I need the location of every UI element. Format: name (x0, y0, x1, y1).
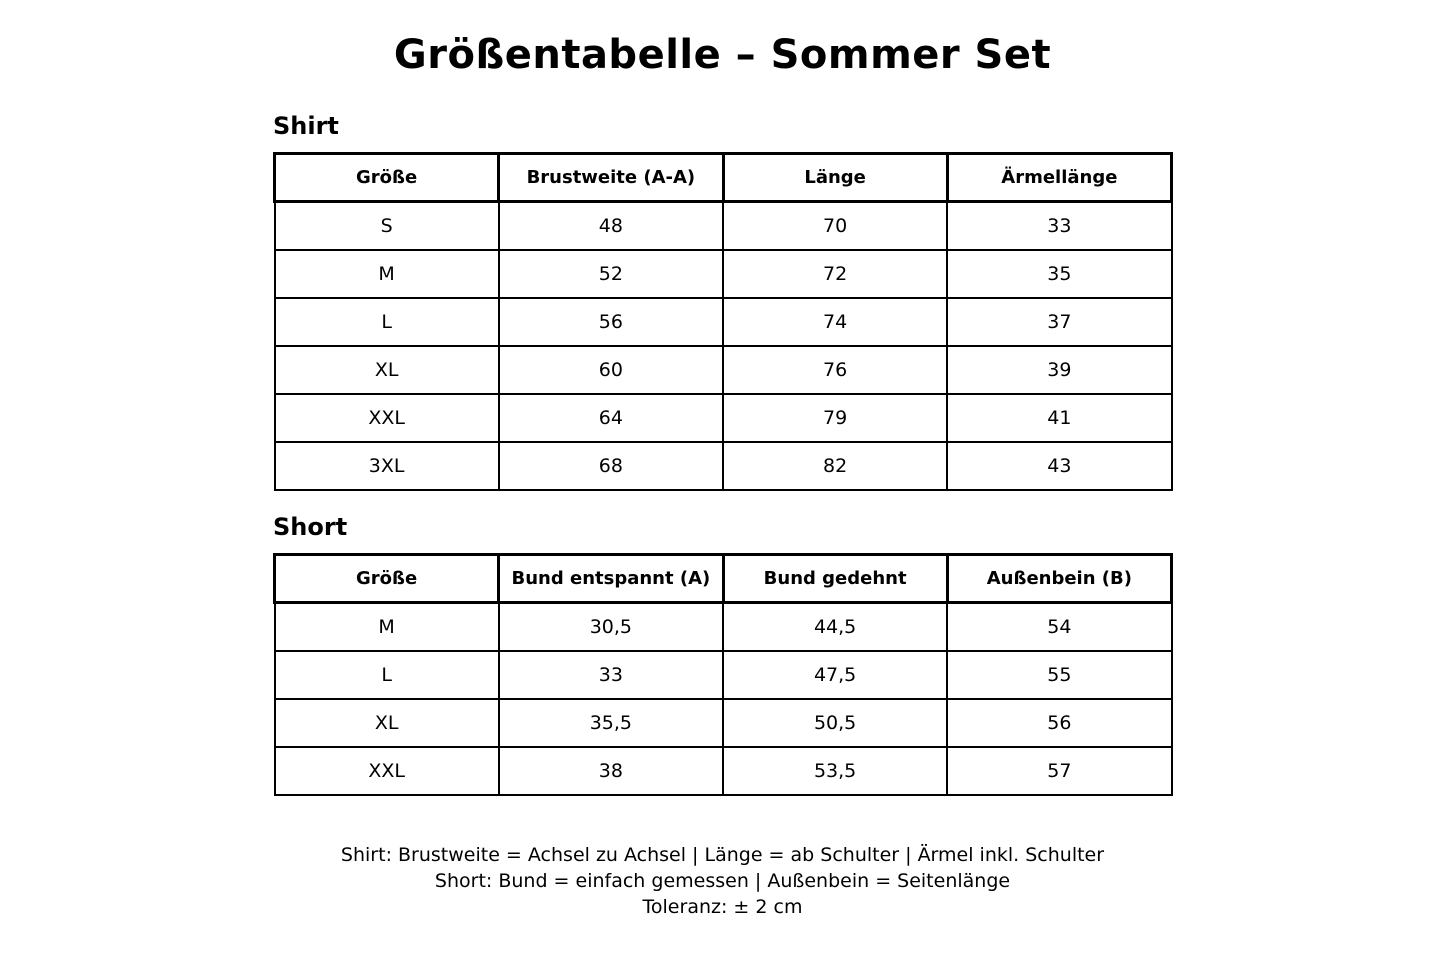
column-header: Bund gedehnt (723, 555, 947, 603)
table-row (275, 603, 1172, 652)
page-title: Größentabelle – Sommer Set (393, 32, 1052, 78)
table-cell: 38 (499, 747, 723, 795)
table-cell: XXL (275, 394, 499, 442)
table-cell: 30,5 (499, 603, 723, 652)
table-cell: XL (275, 699, 499, 747)
table-row (275, 699, 1172, 747)
table-header-row (275, 555, 1172, 603)
shirt-section-heading: Shirt (273, 112, 339, 140)
table-header-row (275, 154, 1172, 202)
table-cell: 74 (723, 298, 947, 346)
table-cell: 54 (947, 603, 1171, 652)
table-row (275, 298, 1172, 346)
table-cell: 50,5 (723, 699, 947, 747)
table-row (275, 250, 1172, 298)
table-row (275, 651, 1172, 699)
table-cell: 44,5 (723, 603, 947, 652)
column-header: Ärmellänge (947, 154, 1171, 202)
shirt-size-table (273, 152, 1173, 491)
table-cell: 48 (499, 202, 723, 251)
column-header: Außenbein (B) (947, 555, 1171, 603)
column-header: Bund entspannt (A) (499, 555, 723, 603)
table-row (275, 394, 1172, 442)
column-header: Größe (275, 154, 499, 202)
table-cell: 57 (947, 747, 1171, 795)
table-cell: 53,5 (723, 747, 947, 795)
note-line: Toleranz: ± 2 cm (642, 896, 803, 918)
table-cell: 47,5 (723, 651, 947, 699)
table-cell: XL (275, 346, 499, 394)
column-header: Länge (723, 154, 947, 202)
table-cell: 35,5 (499, 699, 723, 747)
table-cell: 52 (499, 250, 723, 298)
note-line: Short: Bund = einfach gemessen | Außenbein = Seitenlänge (434, 870, 1011, 892)
measurement-notes (0, 842, 1445, 920)
table-cell: 60 (499, 346, 723, 394)
table-cell: M (275, 250, 499, 298)
table-cell: 33 (499, 651, 723, 699)
note-line: Shirt: Brustweite = Achsel zu Achsel | Länge = ab Schulter | Ärmel inkl. Schulter (340, 844, 1105, 866)
table-cell: 70 (723, 202, 947, 251)
table-cell: 68 (499, 442, 723, 490)
table-cell: L (275, 298, 499, 346)
table-row (275, 202, 1172, 251)
table-cell: 33 (947, 202, 1171, 251)
table-cell: 41 (947, 394, 1171, 442)
table-cell: L (275, 651, 499, 699)
table-cell: 56 (947, 699, 1171, 747)
short-section-heading: Short (273, 513, 348, 541)
short-size-table (273, 553, 1173, 796)
table-row (275, 346, 1172, 394)
table-cell: 76 (723, 346, 947, 394)
table-cell: 55 (947, 651, 1171, 699)
table-cell: S (275, 202, 499, 251)
table-cell: 56 (499, 298, 723, 346)
table-cell: 39 (947, 346, 1171, 394)
table-cell: M (275, 603, 499, 652)
table-cell: XXL (275, 747, 499, 795)
column-header: Brustweite (A-A) (499, 154, 723, 202)
table-cell: 3XL (275, 442, 499, 490)
table-cell: 79 (723, 394, 947, 442)
table-cell: 72 (723, 250, 947, 298)
table-cell: 43 (947, 442, 1171, 490)
table-cell: 35 (947, 250, 1171, 298)
table-cell: 37 (947, 298, 1171, 346)
column-header: Größe (275, 555, 499, 603)
table-row (275, 747, 1172, 795)
table-cell: 64 (499, 394, 723, 442)
table-cell: 82 (723, 442, 947, 490)
table-row (275, 442, 1172, 490)
